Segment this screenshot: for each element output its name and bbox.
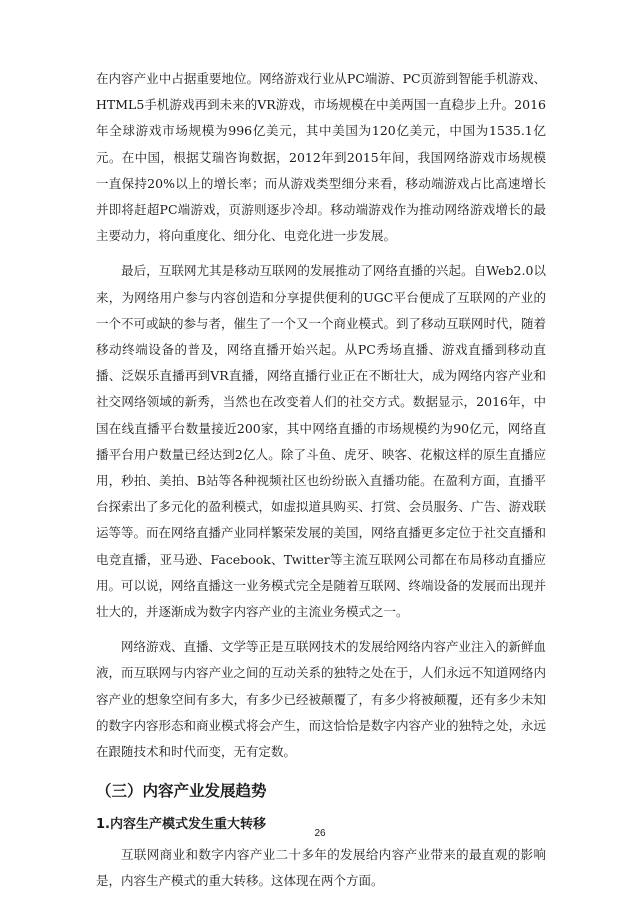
page-content — [96, 66, 546, 895]
paragraph-production-shift: 互联网商业和数字内容产业二十多年的发展给内容产业带来的最直观的影响是，内容生产模式的重大转移。这体现在两个方面。 — [96, 847, 546, 889]
subheading: 1.内容生产模式发生重大转移 — [96, 817, 266, 833]
section-heading: （三）内容产业发展趋势 — [96, 782, 267, 801]
paragraph-games-market: 在内容产业中占据重要地位。网络游戏行业从PC端游、PC页游到智能手机游戏、HTML5手机游戏再到未来的VR游戏，市场规模在中美两国一直稳步上升。2016年全球游戏市场规模为996亿美元，其中美国为120亿美元，中国为1535.1亿元。在中国，根据艾瑞咨询数据，2012年到2015年间，我国网络游戏市场规模一直保持20%以上的增长率；而从游戏类型细分来看，移动端游戏占比高速增长并即将赶超PC端游戏，页游则逐步冷却。移动端游戏作为推动网络游戏增长的最主要动力，将向重度化、细分化、电竞化进一步发展。 — [96, 71, 546, 244]
page-number: 26 — [314, 828, 326, 839]
paragraph-internet-content: 网络游戏、直播、文学等正是互联网技术的发展给网络内容产业注入的新鲜血液，而互联网与内容产业之间的互动关系的独特之处在于，人们永远不知道网络内容产业的想象空间有多大，有多少已经被颠覆了，有多少将被颠覆，还有多少未知的数字内容形态和商业模式将会产生，而这恰恰是数字内容产业的独特之处，永远在跟随技术和时代而变，无有定数。 — [96, 639, 547, 760]
paragraph-live-streaming: 最后，互联网尤其是移动互联网的发展推动了网络直播的兴起。自Web2.0以来，为网络用户参与内容创造和分享提供便利的UGC平台便成了互联网的产业的一个不可或缺的参与者，催生了一个又一个商业模式。到了移动互联网时代，随着移动终端设备的普及，网络直播开始兴起。从PC秀场直播、游戏直播到移动直播、泛娱乐直播再到VR直播，网络直播行业正在不断壮大，成为网络内容产业和社交网络领域的新秀，当然也在改变着人们的社交方式。数据显示，2016年，中国在线直播平台数量接近200家，其中网络直播的市场规模约为90亿元，网络直播平台用户数量已经达到2亿人。除了斗鱼、虎牙、映客、花椒这样的原生直播应用，秒拍、美拍、B站等各种视频社区也纷纷嵌入直播功能。在盈利方面，直播平台探索出了多元化的盈利模式，如虚拟道具购买、打赏、会员服务、广告、游戏联运等等。而在网络直播产业同样繁荣发展的美国，网络直播更多定位于社交直播和电竞直播，亚马逊、Facebook、Twitter等主流互联网公司都在布局移动直播应用。可以说，网络直播这一业务模式完全是随着互联网、终端设备的发展而出现并壮大的，并逐渐成为数字内容产业的主流业务模式之一。 — [96, 263, 547, 620]
